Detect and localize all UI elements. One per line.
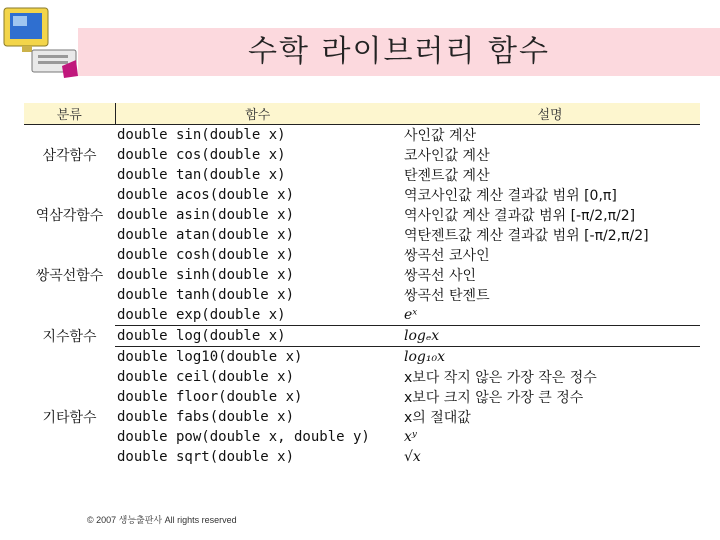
function-cell: double sinh(double x): [117, 267, 295, 283]
description-cell: 탄젠트값 계산: [404, 168, 490, 184]
function-cell: double cosh(double x): [117, 247, 295, 263]
description-cell: xʸ: [404, 429, 417, 445]
function-cell: double sqrt(double x): [117, 449, 295, 465]
category-cell: [24, 285, 115, 305]
table-row: [24, 265, 700, 285]
header-description: 설명: [400, 103, 700, 125]
description-cell: 코사인값 계산: [404, 148, 490, 164]
table-row: [24, 326, 700, 347]
function-cell: double exp(double x): [115, 305, 400, 326]
description-cell: 역코사인값 계산 결과값 범위 [0,π]: [404, 188, 617, 204]
category-cell: [24, 165, 115, 185]
category-cell: 삼각함수: [42, 148, 97, 164]
table-row: [24, 125, 700, 146]
category-cell: [24, 245, 115, 265]
description-cell: 역탄젠트값 계산 결과값 범위 [-π/2,π/2]: [404, 228, 649, 244]
function-cell: double tanh(double x): [117, 287, 295, 303]
category-cell: 역삼각함수: [35, 208, 104, 224]
function-cell: double asin(double x): [117, 207, 295, 223]
category-cell: 기타함수: [42, 410, 97, 426]
description-cell: 쌍곡선 코사인: [404, 248, 490, 264]
category-cell: [24, 225, 115, 245]
table-row: [24, 367, 700, 387]
copyright-footer: © 2007 생능출판사 All rights reserved: [87, 515, 237, 525]
function-cell: double cos(double x): [117, 147, 286, 163]
description-cell: 쌍곡선 사인: [404, 268, 477, 284]
math-function-table: [24, 103, 700, 467]
table-row: [24, 225, 700, 245]
description-cell: x보다 작지 않은 가장 작은 정수: [404, 370, 597, 386]
description-cell: 사인값 계산: [404, 128, 477, 144]
category-cell: [24, 367, 115, 387]
table-row: [24, 387, 700, 407]
function-cell: double sin(double x): [117, 127, 286, 143]
table-row: [24, 427, 700, 447]
table-row: [24, 205, 700, 225]
page-title: 수학 라이브러리 함수: [248, 34, 550, 69]
table-row: [24, 165, 700, 185]
function-cell: double ceil(double x): [117, 369, 295, 385]
category-cell: 쌍곡선함수: [35, 268, 104, 284]
table-row: [24, 185, 700, 205]
table-row: [24, 145, 700, 165]
function-cell: double atan(double x): [117, 227, 295, 243]
description-cell: 쌍곡선 탄젠트: [404, 288, 490, 304]
header-category: 분류: [24, 103, 115, 125]
category-cell: [24, 447, 115, 467]
function-cell: double tan(double x): [117, 167, 286, 183]
function-cell: double floor(double x): [117, 389, 303, 405]
description-cell: 역사인값 계산 결과값 범위 [-π/2,π/2]: [404, 208, 636, 224]
description-cell: √x: [404, 449, 421, 465]
function-cell: double pow(double x, double y): [117, 429, 370, 445]
function-cell: double acos(double x): [117, 187, 295, 203]
category-cell: [24, 125, 115, 146]
table-row: [24, 305, 700, 326]
description-cell: x보다 크지 않은 가장 큰 정수: [404, 390, 584, 406]
function-cell: double log(double x): [115, 326, 400, 347]
table-header-row: [24, 103, 700, 125]
header-function: 함수: [115, 103, 400, 125]
category-cell: [24, 185, 115, 205]
function-cell: double fabs(double x): [117, 409, 295, 425]
category-cell: [24, 387, 115, 407]
table-row: [24, 245, 700, 265]
description-cell: logₑx: [400, 326, 700, 347]
category-cell: [24, 305, 115, 326]
description-cell: log₁₀x: [404, 349, 445, 365]
category-cell: 지수함수: [42, 329, 97, 345]
category-cell: [24, 347, 115, 368]
description-cell: eˣ: [400, 305, 700, 326]
table-row: [24, 347, 700, 368]
function-cell: double log10(double x): [117, 349, 303, 365]
table-row: [24, 447, 700, 467]
table-row: [24, 407, 700, 427]
category-cell: [24, 427, 115, 447]
table-row: [24, 285, 700, 305]
description-cell: x의 절대값: [404, 410, 471, 426]
